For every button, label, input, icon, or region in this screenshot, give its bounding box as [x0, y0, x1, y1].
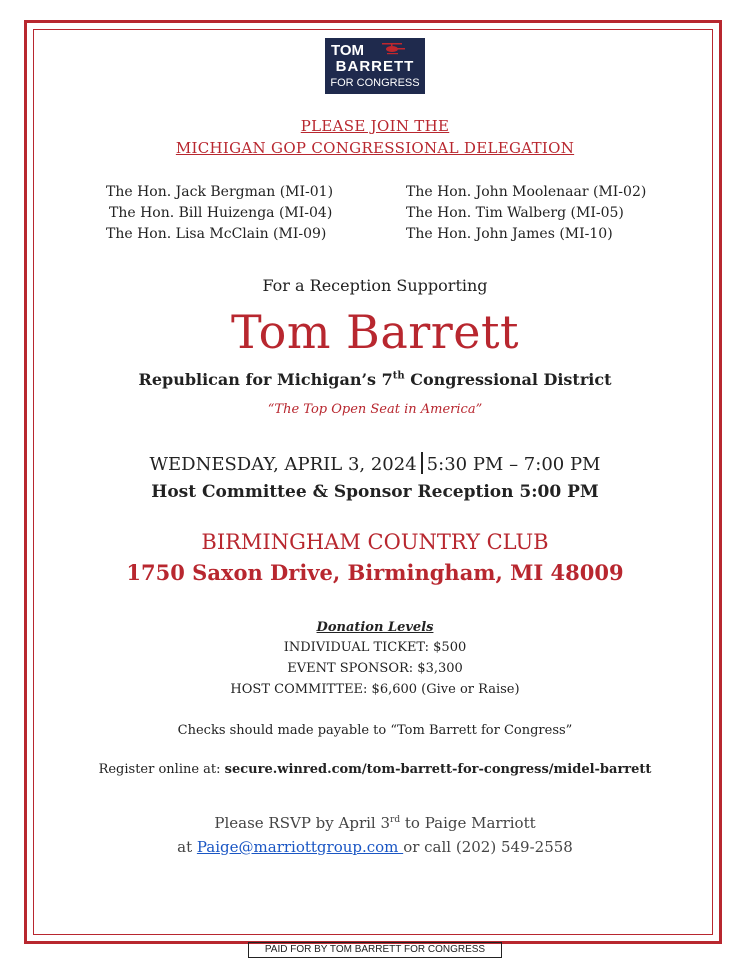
rsvp-text: Please RSVP by April 3	[214, 814, 391, 832]
member-name: The Hon. John James (MI-10)	[406, 226, 613, 242]
checks-note: Checks should made payable to “Tom Barrett for Congress”	[177, 723, 573, 738]
subtitle-post: Congressional District	[404, 370, 612, 389]
members-left-column	[106, 182, 333, 245]
rsvp-text: or call (202) 549-2558	[403, 838, 573, 856]
members-right-column	[406, 182, 646, 245]
member-name: The Hon. Lisa McClain (MI-09)	[106, 226, 327, 242]
subtitle-sup: th	[392, 370, 405, 382]
rsvp-text: to Paige Marriott	[400, 814, 536, 832]
member-name: The Hon. Jack Bergman (MI-01)	[106, 184, 334, 200]
rsvp-line2	[40, 835, 710, 859]
reception-line: For a Reception Supporting	[262, 276, 488, 295]
logo-line2: BARRETT	[335, 58, 415, 75]
donation-title: Donation Levels	[316, 620, 434, 635]
candidate-name: Tom Barrett	[231, 305, 519, 359]
register-line	[40, 762, 710, 777]
event-date: WEDNESDAY, APRIL 3, 2024	[149, 454, 417, 475]
rsvp-block	[40, 808, 710, 859]
date-time-separator	[421, 452, 423, 474]
subtitle-pre: Republican for Michigan’s 7	[138, 370, 393, 389]
host-reception: Host Committee & Sponsor Reception 5:00 PM	[151, 482, 599, 502]
tagline: “The Top Open Seat in America”	[267, 402, 483, 417]
rsvp-email-link[interactable]: Paige@marriottgroup.com	[196, 838, 404, 856]
logo-line1: TOM	[331, 42, 365, 59]
rsvp-sup: rd	[390, 815, 401, 825]
logo-line3: FOR CONGRESS	[330, 77, 420, 89]
invite-line2: MICHIGAN GOP CONGRESSIONAL DELEGATION	[175, 139, 575, 157]
member-name: The Hon. John Moolenaar (MI-02)	[406, 184, 647, 200]
donation-level: INDIVIDUAL TICKET: $500	[283, 640, 467, 655]
rsvp-text: at	[177, 838, 197, 856]
member-name: The Hon. Tim Walberg (MI-05)	[406, 205, 624, 221]
candidate-subtitle	[40, 370, 710, 389]
donation-level: EVENT SPONSOR: $3,300	[287, 661, 463, 676]
event-time: 5:30 PM – 7:00 PM	[426, 454, 601, 475]
register-prefix: Register online at:	[98, 762, 225, 777]
paid-for-disclaimer: PAID FOR BY TOM BARRETT FOR CONGRESS	[248, 942, 502, 958]
venue-name: BIRMINGHAM COUNTRY CLUB	[201, 530, 549, 554]
register-url[interactable]: secure.winred.com/tom-barrett-for-congress/midel-barrett	[224, 762, 652, 777]
venue-address: 1750 Saxon Drive, Birmingham, MI 48009	[126, 560, 624, 585]
donation-level: HOST COMMITTEE: $6,600 (Give or Raise)	[230, 682, 520, 697]
campaign-logo	[325, 38, 425, 94]
invite-line1: PLEASE JOIN THE	[300, 117, 450, 135]
member-name: The Hon. Bill Huizenga (MI-04)	[109, 205, 333, 221]
invite-heading	[40, 115, 710, 159]
rsvp-line1	[40, 808, 710, 835]
helicopter-icon	[380, 42, 406, 56]
event-datetime	[40, 452, 710, 475]
